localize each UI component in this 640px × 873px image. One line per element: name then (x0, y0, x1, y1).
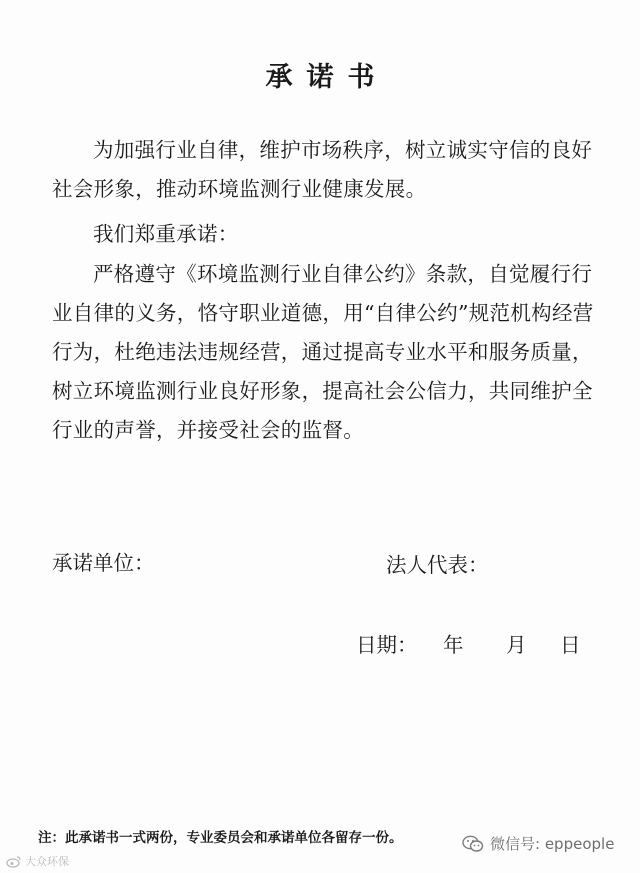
date-label: 日期： (356, 633, 418, 657)
paragraph-pledge-body: 严格遵守《环境监测行业自律公约》条款，自觉履行行业自律的义务，恪守职业道德，用“自律公约”规范机构经营行为，杜绝违法违规经营，通过提高专业水平和服务质量，树立环境监测行业良好形象，提高社会公信力，共同维护全行业的声誉，并接受社会的监督。 (52, 262, 594, 442)
legal-representative-label: 法人代表： (386, 553, 489, 577)
wechat-icon (462, 835, 484, 853)
document-title: 承诺书 (265, 62, 389, 93)
pledging-unit-label: 承诺单位： (52, 551, 155, 575)
weibo-watermark (6, 853, 69, 869)
wechat-watermark (462, 833, 614, 854)
date-month: 月 (506, 633, 527, 657)
wechat-id-text: 微信号: eppeople (490, 835, 615, 853)
paragraph-intro: 为加强行业自律，维护市场秩序，树立诚实守信的良好社会形象，推动环境监测行业健康发展。 (52, 138, 593, 201)
footnote: 注：此承诺书一式两份，专业委员会和承诺单位各留存一份。 (38, 830, 403, 846)
weibo-icon (6, 855, 22, 868)
date-day: 日 (560, 633, 581, 657)
weibo-name-text: 大众环保 (25, 855, 69, 868)
date-year: 年 (443, 633, 464, 657)
paragraph-pledge-heading: 我们郑重承诺： (93, 222, 239, 246)
